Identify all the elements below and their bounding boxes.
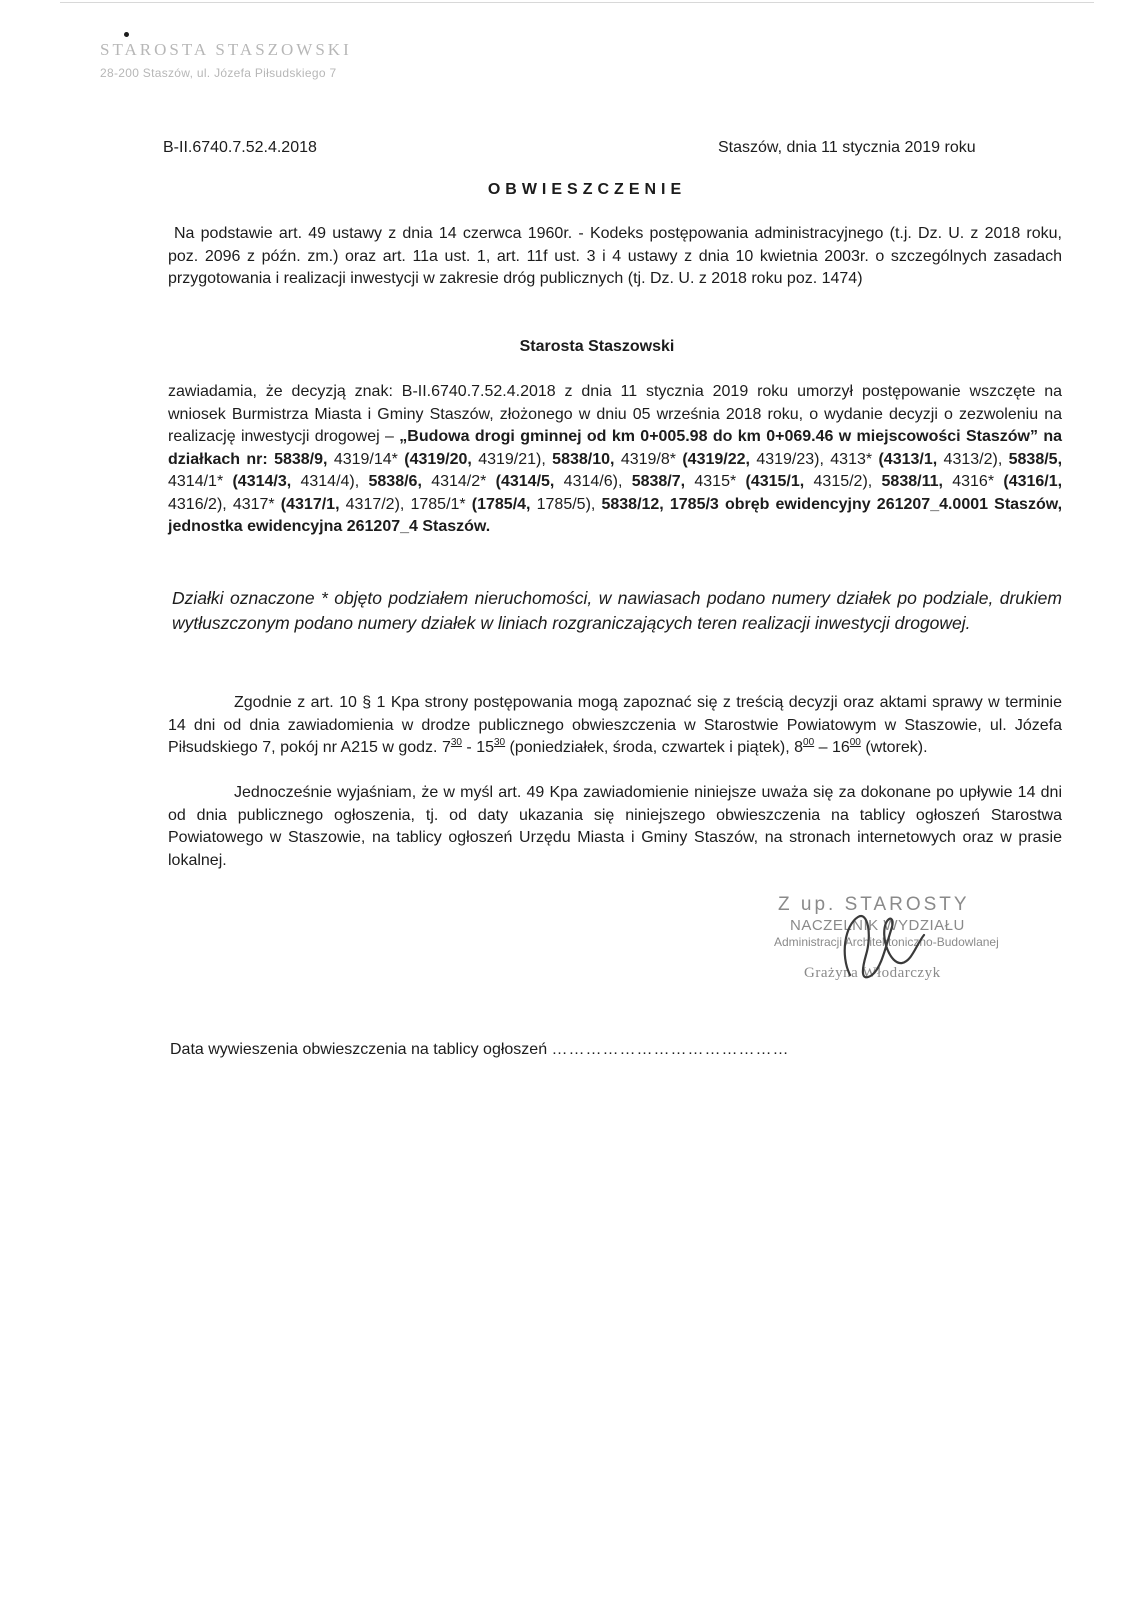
access-paragraph xyxy=(168,692,1062,760)
time-minutes: 00 xyxy=(803,737,815,748)
parcel-text: 4314/1* xyxy=(168,473,233,490)
issuing-authority: Starosta Staszowski xyxy=(519,338,675,355)
decision-paragraph xyxy=(168,381,1062,539)
parcel-bold: (4314/3, xyxy=(232,473,301,490)
decision-text: zawiadamia, że decyzją znak: B-II.6740.7.52.4.2018 z dnia 11 stycznia 2019 roku umorzył postępowanie wszczęte na wniosek Burmistrza Miasta i Gminy Staszów, złożonego w dniu 05 września 2018 roku, o wydanie decyzji o zezwoleniu na realizację inwestycji drogowej – xyxy=(168,383,1062,445)
signatory-name: Grażyna Włodarczyk xyxy=(804,965,941,981)
access-text: – 16 xyxy=(814,739,850,756)
parcel-text: 4315/2), xyxy=(813,473,882,490)
parcel-bold: 5838/5, xyxy=(1008,450,1063,468)
parcel-bold: (4317/1, xyxy=(280,495,346,513)
parcel-bold: 5838/6, xyxy=(368,473,432,490)
access-text: (wtorek). xyxy=(860,739,928,756)
parcel-bold: 5838/10, xyxy=(552,450,621,468)
legal-basis-paragraph: Na podstawie art. 49 ustawy z dnia 14 czerwca 1960r. - Kodeks postępowania administracyjnego (t.j. Dz. U. z 2018 roku, poz. 2096 z późn. zm.) oraz art. 11a ust. 1, art. 11f ust. 3 i 4 ustawy z dnia 10 kwietnia 2003r. o szczególnych zasadach przygotowania i realizacji inwestycji w zakresie dróg publicznych (tj. Dz. U. z 2018 roku poz. 1474) xyxy=(168,225,1062,287)
parcel-bold: (4319/22, xyxy=(682,450,757,468)
parcel-bold: 5838/7, xyxy=(631,473,695,490)
parcel-text: 4319/14* xyxy=(333,450,405,468)
parcel-text: 4315* xyxy=(694,473,746,490)
parcel-text: 4314/2* xyxy=(431,473,496,490)
parcel-text: 4314/4), xyxy=(300,473,369,490)
access-text: Zgodnie z art. 10 § 1 Kpa strony postępowania mogą zapoznać się z treścią decyzji oraz aktami sprawy w terminie 14 dni od dnia zawiadomienia w drodze publicznego obwieszczenia w Starostwie Powiatowym w Staszowie, ul. Józefa Piłsudskiego 7, pokój nr A215 w godz. 7 xyxy=(168,694,1062,756)
parcel-bold: (4313/1, xyxy=(878,450,944,468)
parcel-text: 4319/21), xyxy=(478,450,553,468)
scan-edge-line xyxy=(60,2,1094,3)
investment-name: „Budowa drogi gminnej od km 0+005.98 do km 0+069.46 w miejscowości Staszów” na działkach nr: 5838/9, xyxy=(168,428,1062,468)
access-text: - 15 xyxy=(461,739,494,756)
parcel-bold: (4319/20, xyxy=(404,450,479,468)
posting-date-blank: …………………………………… xyxy=(551,1041,790,1058)
signature-authorization: Z up. STAROSTY xyxy=(778,894,970,915)
parcel-bold: (4316/1, xyxy=(1003,473,1063,490)
parcel-bold: 5838/12, 1785/3 obręb ewidencyjny 261207_4.0001 Staszów, jednostka ewidencyjna 261207_4 Staszów. xyxy=(168,495,1063,535)
parcel-text: 1785/5), xyxy=(536,495,602,513)
place-date: Staszów, dnia 11 stycznia 2019 roku xyxy=(718,139,976,156)
ink-dot xyxy=(124,32,129,37)
parcel-note: Działki oznaczone * objęto podziałem nieruchomości, w nawiasach podano numery działek po podziale, drukiem wytłuszczonym podano numery działek w liniach rozgraniczających teren realizacji inwestycji drogowej. xyxy=(172,588,1062,633)
parcel-text: 4314/6), xyxy=(563,473,632,490)
time-minutes: 30 xyxy=(450,737,462,748)
parcel-text: 4316* xyxy=(952,473,1004,490)
access-text: (poniedziałek, środa, czwartek i piątek), 8 xyxy=(505,739,804,756)
signature-title: NACZELNIK WYDZIAŁU xyxy=(790,917,965,934)
parcel-bold: 5838/11, xyxy=(881,473,953,490)
parcel-text: 4319/8* xyxy=(620,450,683,468)
parcel-bold: (1785/4, xyxy=(471,495,537,513)
time-minutes: 00 xyxy=(849,737,861,748)
handwritten-signature-icon xyxy=(820,905,940,995)
parcel-text: 4317/2), 1785/1* xyxy=(345,495,472,513)
parcel-bold: (4315/1, xyxy=(745,473,814,490)
document-title: OBWIESZCZENIE xyxy=(487,181,687,198)
parcel-text: 4313/2), xyxy=(943,450,1009,468)
parcel-bold: (4314/5, xyxy=(495,473,564,490)
parcel-text: 4316/2), 4317* xyxy=(168,495,281,513)
posting-date-label: Data wywieszenia obwieszczenia na tablicy ogłoszeń xyxy=(170,1041,548,1058)
explanation-paragraph: Jednocześnie wyjaśniam, że w myśl art. 49 Kpa zawiadomienie niniejsze uważa się za dokonane po upływie 14 dni od dnia publicznego ogłoszenia, tj. od daty ukazania się niniejszego obwieszczenia na tablicy ogłoszeń Starostwa Powiatowego w Staszowie, na tablicy ogłoszeń Urzędu Miasta i Gminy Staszów, na stronach internetowych oraz w prasie lokalnej. xyxy=(168,784,1062,869)
letterhead-stamp xyxy=(100,40,352,80)
reference-number: B-II.6740.7.52.4.2018 xyxy=(163,139,317,156)
stamp-address: 28-200 Staszów, ul. Józefa Piłsudskiego 7 xyxy=(100,66,337,80)
posting-date-line xyxy=(170,1041,790,1059)
parcel-text: 4319/23), 4313* xyxy=(756,450,879,468)
stamp-office-name: STAROSTA STASZOWSKI xyxy=(100,40,352,59)
signature-department: Administracji Architektoniczno-Budowlanej xyxy=(774,935,999,949)
time-minutes: 30 xyxy=(493,737,506,748)
